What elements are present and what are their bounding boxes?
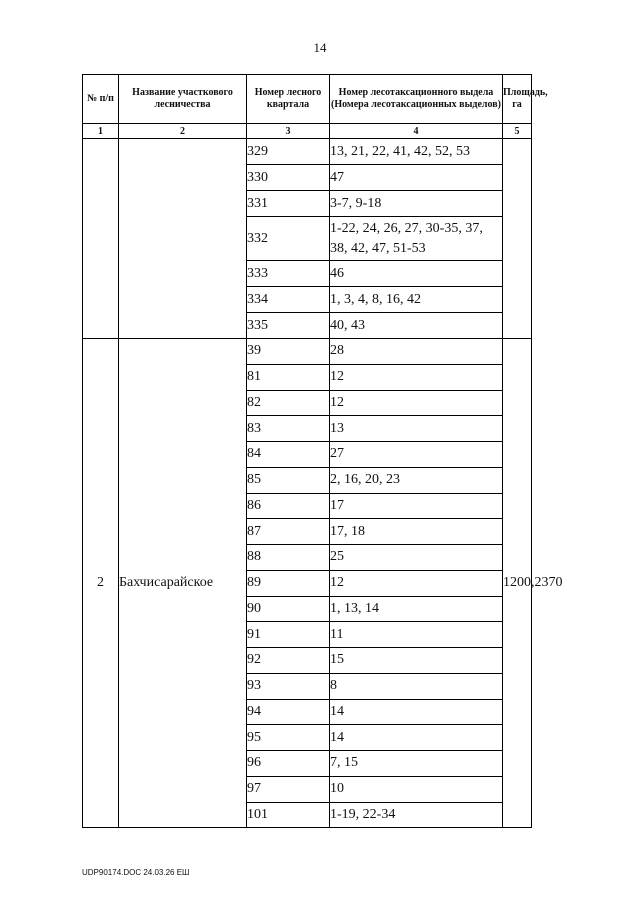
quarter-number: 82 <box>247 390 330 416</box>
quarter-number: 84 <box>247 442 330 468</box>
quarter-number: 94 <box>247 699 330 725</box>
quarter-number: 334 <box>247 287 330 313</box>
allotment-numbers: 11 <box>330 622 503 648</box>
header-allotment: Номер лесотаксационного выдела (Номера лесотаксационных выделов) <box>330 75 503 124</box>
quarter-number: 90 <box>247 596 330 622</box>
quarter-number: 333 <box>247 261 330 287</box>
quarter-number: 332 <box>247 217 330 261</box>
quarter-number: 95 <box>247 725 330 751</box>
table-row <box>83 139 532 165</box>
allotment-numbers: 1, 13, 14 <box>330 596 503 622</box>
allotment-numbers: 47 <box>330 165 503 191</box>
quarter-number: 329 <box>247 139 330 165</box>
header-number: № п/п <box>83 75 119 124</box>
quarter-number: 330 <box>247 165 330 191</box>
quarter-number: 93 <box>247 673 330 699</box>
column-number: 3 <box>247 124 330 139</box>
quarter-number: 39 <box>247 339 330 365</box>
allotment-numbers: 17, 18 <box>330 519 503 545</box>
area-value: 1200,2370 <box>503 339 532 828</box>
page-number: 14 <box>313 40 327 55</box>
quarter-number: 91 <box>247 622 330 648</box>
allotment-numbers: 13, 21, 22, 41, 42, 52, 53 <box>330 139 503 165</box>
table-row <box>83 339 532 365</box>
allotment-numbers: 2, 16, 20, 23 <box>330 467 503 493</box>
column-number: 5 <box>503 124 532 139</box>
allotment-numbers: 13 <box>330 416 503 442</box>
allotment-numbers: 12 <box>330 570 503 596</box>
allotment-numbers: 1-19, 22-34 <box>330 802 503 828</box>
header-forestry-name: Название участкового лесничества <box>119 75 247 124</box>
allotment-numbers: 8 <box>330 673 503 699</box>
forestry-name: Бахчисарайское <box>119 339 247 828</box>
forestry-name <box>119 139 247 339</box>
allotment-numbers: 46 <box>330 261 503 287</box>
quarter-number: 97 <box>247 776 330 802</box>
quarter-number: 335 <box>247 313 330 339</box>
quarter-number: 83 <box>247 416 330 442</box>
quarter-number: 88 <box>247 545 330 571</box>
column-number: 4 <box>330 124 503 139</box>
allotment-numbers: 12 <box>330 390 503 416</box>
allotment-numbers: 10 <box>330 776 503 802</box>
quarter-number: 81 <box>247 364 330 390</box>
quarter-number: 101 <box>247 802 330 828</box>
quarter-number: 89 <box>247 570 330 596</box>
allotment-numbers: 1-22, 24, 26, 27, 30-35, 37, 38, 42, 47, 51-53 <box>330 217 503 261</box>
document-footer: UDP90174.DOC 24.03.26 ЕШ <box>82 868 190 877</box>
allotment-numbers: 14 <box>330 725 503 751</box>
column-number-row <box>83 124 532 139</box>
allotment-numbers: 17 <box>330 493 503 519</box>
row-number <box>83 139 119 339</box>
allotment-numbers: 27 <box>330 442 503 468</box>
column-number: 1 <box>83 124 119 139</box>
header-area: Площадь, га <box>503 75 532 124</box>
allotment-numbers: 15 <box>330 648 503 674</box>
allotment-numbers: 7, 15 <box>330 751 503 777</box>
row-number: 2 <box>83 339 119 828</box>
forest-table <box>82 74 563 828</box>
header-quarter: Номер лесного квартала <box>247 75 330 124</box>
allotment-numbers: 14 <box>330 699 503 725</box>
quarter-number: 85 <box>247 467 330 493</box>
allotment-numbers: 12 <box>330 364 503 390</box>
quarter-number: 331 <box>247 191 330 217</box>
allotment-numbers: 3-7, 9-18 <box>330 191 503 217</box>
area-value <box>503 139 532 339</box>
column-number: 2 <box>119 124 247 139</box>
allotment-numbers: 1, 3, 4, 8, 16, 42 <box>330 287 503 313</box>
allotment-numbers: 40, 43 <box>330 313 503 339</box>
quarter-number: 86 <box>247 493 330 519</box>
quarter-number: 96 <box>247 751 330 777</box>
allotment-numbers: 25 <box>330 545 503 571</box>
quarter-number: 87 <box>247 519 330 545</box>
quarter-number: 92 <box>247 648 330 674</box>
allotment-numbers: 28 <box>330 339 503 365</box>
header-row <box>83 75 532 124</box>
